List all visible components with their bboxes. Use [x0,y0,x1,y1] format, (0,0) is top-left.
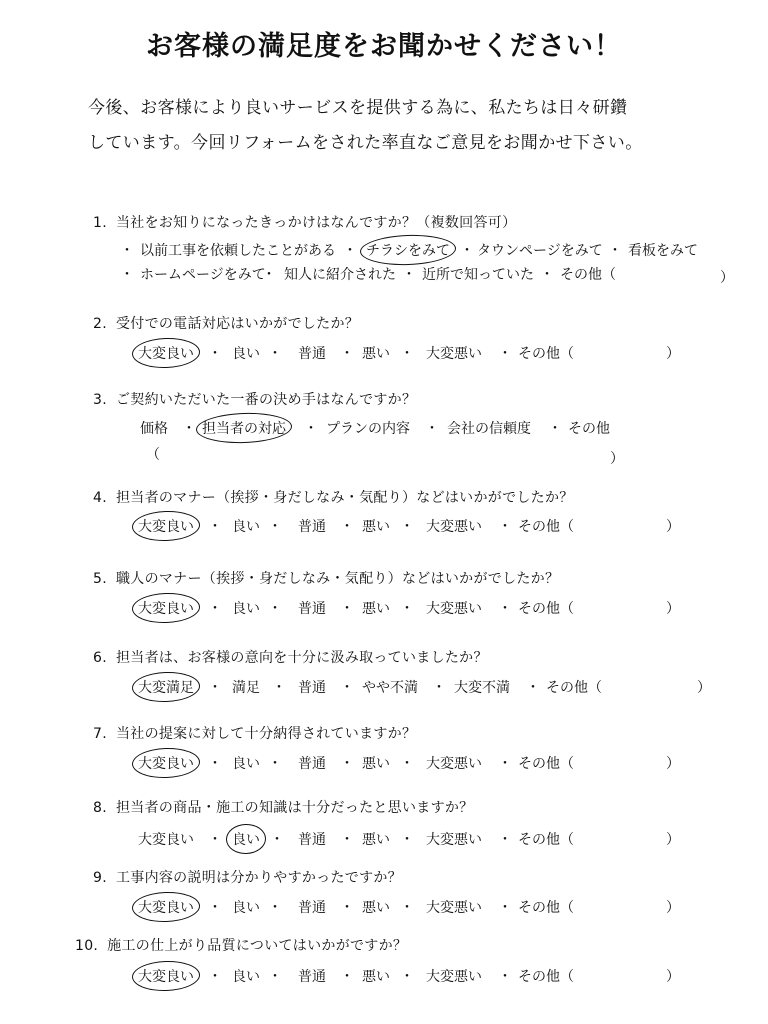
option-bad[interactable]: 悪い [362,969,390,985]
option-good[interactable]: 良い [232,346,260,362]
option-town-page[interactable]: タウンページをみて [477,243,603,259]
close-paren: ） [666,346,680,362]
question-text: 担当者のマナー（挨拶・身だしなみ・気配り）などはいかがでしたか？ [115,490,574,506]
option-very-bad[interactable]: 大変悪い [426,900,482,916]
question-text: 工事内容の説明は分かりやすかったですか？ [115,870,402,886]
option-bad[interactable]: 悪い [362,900,390,916]
close-paren: ） [666,519,680,535]
option-good[interactable]: 良い [232,519,260,535]
option-staff-response[interactable]: 担当者の対応 [202,418,286,438]
option-other[interactable]: その他（ [546,680,602,696]
option-very-satisfied[interactable]: 大変満足 [138,677,194,697]
option-bad[interactable]: 悪い [362,601,390,617]
option-bad[interactable]: 悪い [362,519,390,535]
separator: ・ [304,421,318,437]
separator: ・ [340,601,354,617]
option-average[interactable]: 普通 [298,601,326,617]
open-paren: （ [146,447,160,463]
question-3-other-parens [0,444,768,467]
separator: ・ [608,243,622,259]
separator: ・ [268,969,282,985]
question-number: 6. [93,650,107,666]
question-7-options [0,753,768,773]
separator: ・ [120,267,134,283]
separator: ・ [498,756,512,772]
option-very-good[interactable]: 大変良い [138,516,194,536]
separator: ・ [400,756,414,772]
separator: ・ [208,601,222,617]
option-price[interactable]: 価格 [140,421,168,437]
question-number: 7. [93,726,107,742]
option-very-unsatisfied[interactable]: 大変不満 [454,680,510,696]
question-1 [93,212,516,232]
option-plan-content[interactable]: プランの内容 [326,421,410,437]
separator: ・ [270,832,284,848]
separator: ・ [340,900,354,916]
option-good[interactable]: 良い [232,969,260,985]
question-text: 担当者は、お客様の意向を十分に汲み取っていましたか？ [115,650,488,666]
option-very-bad[interactable]: 大変悪い [426,519,482,535]
question-6 [93,647,488,667]
separator: ・ [340,969,354,985]
question-text: 施工の仕上がり品質についてはいかがですか？ [107,938,408,954]
option-very-bad[interactable]: 大変悪い [426,832,482,848]
question-8-options [0,829,768,849]
question-3-options [0,418,768,438]
option-neighborhood[interactable]: 近所で知っていた [422,267,534,283]
separator: ・ [400,832,414,848]
separator: ・ [400,900,414,916]
question-number: 10. [75,938,99,954]
separator: ・ [208,346,222,362]
option-average[interactable]: 普通 [298,900,326,916]
option-very-good[interactable]: 大変良い [138,343,194,363]
separator: ・ [400,601,414,617]
option-flyer[interactable]: チラシをみて [366,240,450,260]
option-average[interactable]: 普通 [298,756,326,772]
question-3 [93,389,416,409]
separator: ・ [340,346,354,362]
separator: ・ [340,680,354,696]
separator: ・ [548,421,562,437]
intro-line-2: しています。今回リフォームをされた率直なご意見をお聞かせ下さい。 [88,133,643,153]
question-number: 2. [93,316,107,332]
option-average[interactable]: 普通 [298,832,326,848]
option-bad[interactable]: 悪い [362,346,390,362]
option-other[interactable]: その他（ [518,346,574,362]
separator: ・ [268,519,282,535]
option-other[interactable]: その他（ [560,267,616,283]
separator: ・ [120,243,134,259]
option-other[interactable]: その他（ [518,969,574,985]
option-signboard[interactable]: 看板をみて [628,243,698,259]
question-5 [93,568,559,588]
question-number: 4. [93,490,107,506]
separator: ・ [208,900,222,916]
separator: ・ [208,969,222,985]
option-other[interactable]: その他 [568,421,610,437]
question-4-options [0,516,768,536]
close-paren: ） [666,969,680,985]
separator: ・ [425,421,439,437]
option-satisfied[interactable]: 満足 [232,680,260,696]
separator: ・ [262,267,276,283]
close-paren: ） [666,900,680,916]
option-other[interactable]: その他（ [518,519,574,535]
question-text: 受付での電話対応はいかがでしたか？ [115,316,360,332]
option-very-good[interactable]: 大変良い [138,832,194,848]
question-text: 職人のマナー（挨拶・身だしなみ・気配り）などはいかがでしたか？ [115,571,560,587]
separator: ・ [208,519,222,535]
option-average[interactable]: 普通 [298,519,326,535]
question-8 [93,797,473,817]
page-title: お客様の満足度をお聞かせください！ [146,31,622,62]
separator: ・ [400,969,414,985]
question-9 [93,867,402,887]
separator: ・ [268,601,282,617]
separator: ・ [432,680,446,696]
separator: ・ [272,680,286,696]
separator: ・ [268,346,282,362]
question-text: 当社をお知りになったきっかけはなんですか？（複数回答可） [115,215,517,231]
close-paren: ） [720,270,734,286]
question-6-options [0,677,768,697]
option-very-good[interactable]: 大変良い [138,598,194,618]
option-very-bad[interactable]: 大変悪い [426,601,482,617]
question-1-options-row-1 [0,240,768,260]
separator: ・ [208,680,222,696]
question-4 [93,487,574,507]
question-text: 担当者の商品・施工の知識は十分だったと思いますか？ [115,800,474,816]
question-number: 5. [93,571,107,587]
option-other[interactable]: その他（ [518,832,574,848]
question-2-options [0,343,768,363]
option-average[interactable]: 普通 [298,969,326,985]
option-very-good[interactable]: 大変良い [138,966,194,986]
close-paren: ） [666,832,680,848]
separator: ・ [498,601,512,617]
close-paren: ） [697,680,711,696]
option-company-trust[interactable]: 会社の信頼度 [447,421,531,437]
separator: ・ [498,832,512,848]
question-number: 8. [93,800,107,816]
separator: ・ [268,900,282,916]
option-average[interactable]: 普通 [298,346,326,362]
close-paren: ） [666,601,680,617]
question-10 [75,935,407,955]
question-5-options [0,598,768,618]
separator: ・ [208,832,222,848]
separator: ・ [460,243,474,259]
separator: ・ [340,832,354,848]
question-1-options-row-2 [0,264,768,284]
question-9-options [0,897,768,917]
close-paren: ） [666,756,680,772]
option-somewhat-unsatisfied[interactable]: やや不満 [362,680,418,696]
separator: ・ [208,756,222,772]
option-other[interactable]: その他（ [518,900,574,916]
option-good[interactable]: 良い [232,756,260,772]
option-good[interactable]: 良い [232,900,260,916]
separator: ・ [268,756,282,772]
separator: ・ [498,519,512,535]
option-very-good[interactable]: 大変良い [138,753,194,773]
option-homepage[interactable]: ホームページをみて [140,267,266,283]
option-good[interactable]: 良い [232,829,260,849]
question-number: 3. [93,392,107,408]
option-very-bad[interactable]: 大変悪い [426,346,482,362]
separator: ・ [498,900,512,916]
separator: ・ [182,421,196,437]
separator: ・ [340,519,354,535]
separator: ・ [400,519,414,535]
option-introduced[interactable]: 知人に紹介された [284,267,396,283]
separator: ・ [498,346,512,362]
question-number: 1. [93,215,107,231]
question-2 [93,313,359,333]
option-average[interactable]: 普通 [298,680,326,696]
question-text: 当社の提案に対して十分納得されていますか？ [115,726,417,742]
intro-line-1: 今後、お客様により良いサービスを提供する為に、私たちは日々研鑽 [88,98,628,118]
close-paren: ） [610,451,624,467]
option-very-good[interactable]: 大変良い [138,897,194,917]
option-very-bad[interactable]: 大変悪い [426,969,482,985]
separator: ・ [526,680,540,696]
question-text: ご契約いただいた一番の決め手はなんですか？ [115,392,417,408]
separator: ・ [498,969,512,985]
separator: ・ [540,267,554,283]
option-good[interactable]: 良い [232,601,260,617]
option-other[interactable]: その他（ [518,601,574,617]
option-other[interactable]: その他（ [518,756,574,772]
separator: ・ [340,756,354,772]
option-very-bad[interactable]: 大変悪い [426,756,482,772]
option-bad[interactable]: 悪い [362,756,390,772]
separator: ・ [402,267,416,283]
option-referral-past-work[interactable]: 以前工事を依頼したことがある [140,243,336,259]
question-10-options [0,966,768,986]
separator: ・ [343,243,357,259]
question-7 [93,723,416,743]
option-bad[interactable]: 悪い [362,832,390,848]
separator: ・ [400,346,414,362]
question-number: 9. [93,870,107,886]
